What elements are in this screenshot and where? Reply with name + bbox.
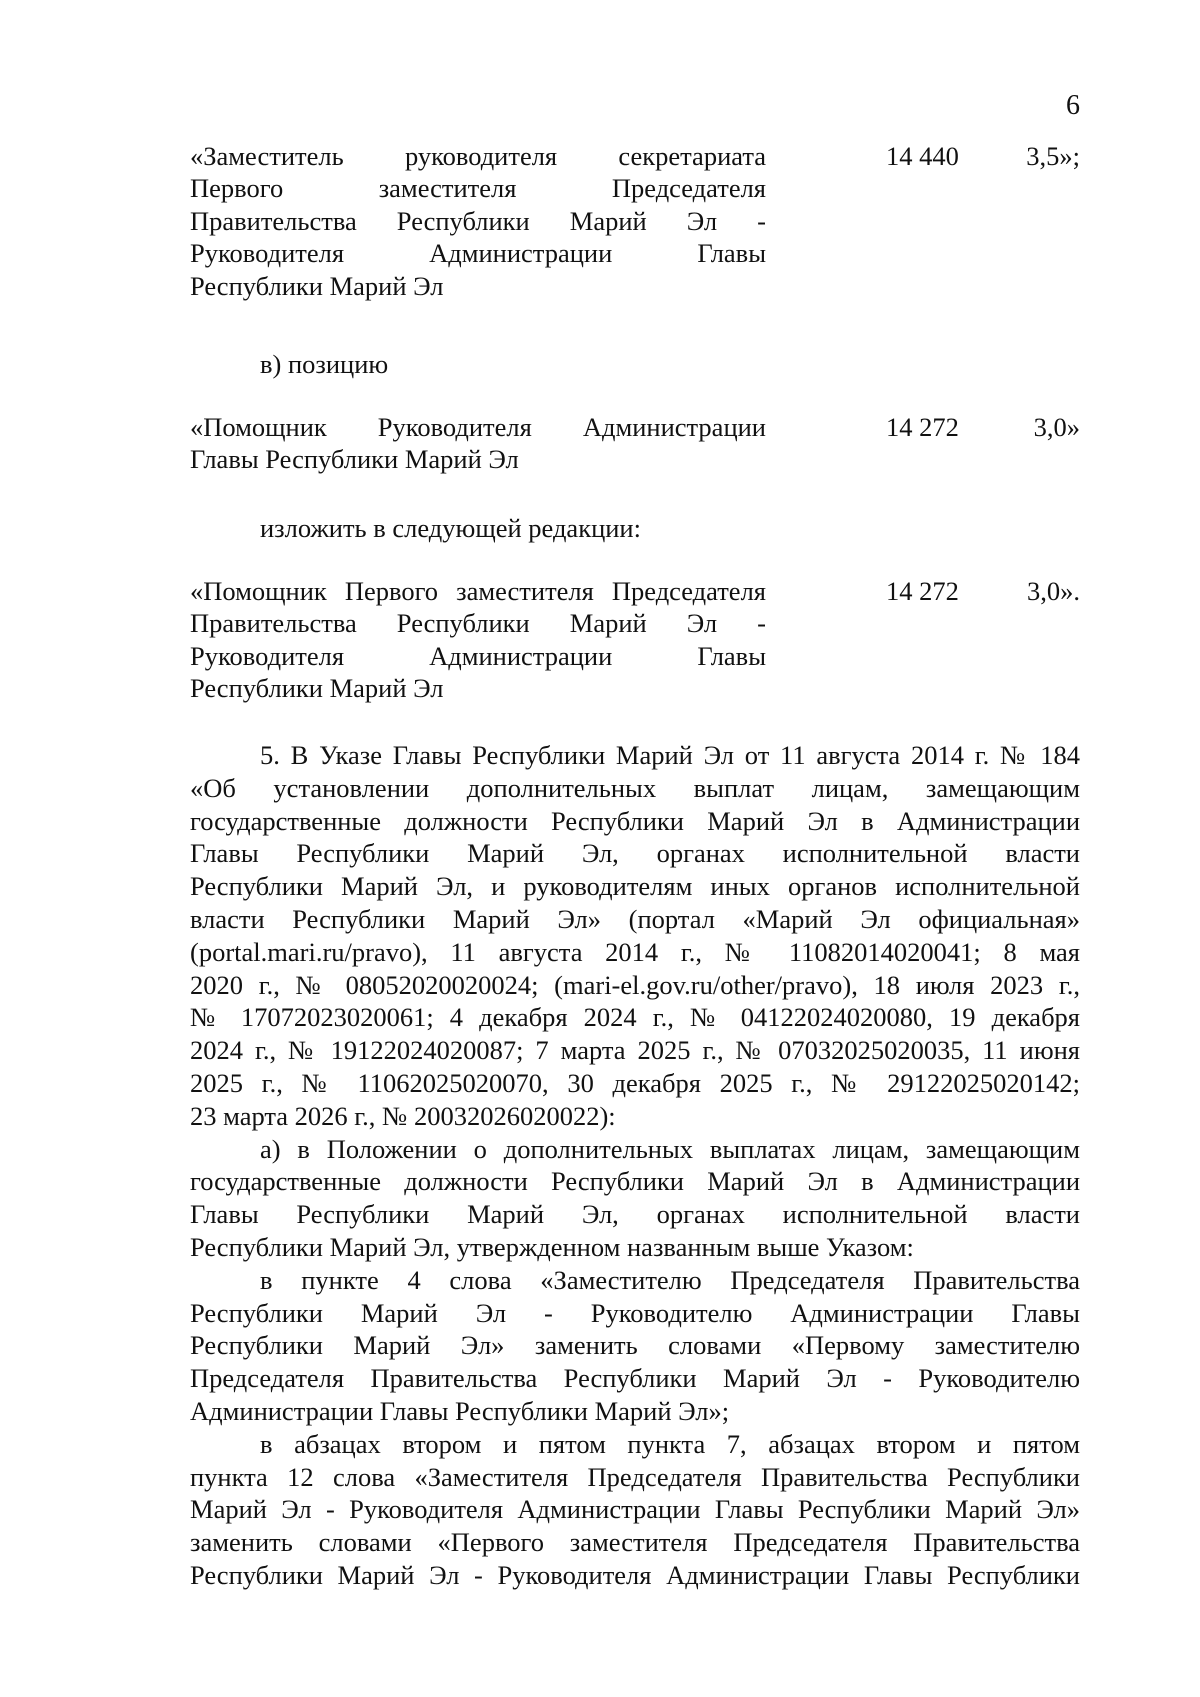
position-coefficient: 3,0» [1033,412,1080,442]
body-line: государственные должности Республики Марий Эл в Администрации [190,805,1080,836]
body-line: 5. В Указе Главы Республики Марий Эл от 11 августа 2014 г. № 184 [260,740,1080,770]
position-title-line: Главы Республики Марий Эл [190,444,519,475]
position-number: 14 272 [886,576,959,606]
body-line: 2024 г., № 19122024020087; 7 марта 2025 г., № 07032025020035, 11 июня [190,1035,1080,1066]
position-title [190,575,766,705]
position-coefficient: 3,0». [1027,576,1080,606]
position-title-line: Правительства Республики Марий Эл - [190,205,766,236]
body-line: Республики Марий Эл» заменить словами «Первому заместителю [190,1330,1080,1361]
instruction-restate: изложить в следующей редакции: [260,513,641,543]
position-title-line: Руководителя Администрации Главы [190,640,766,671]
position-title-line: Первого заместителя Председателя [190,173,766,204]
position-title-line: Республики Марий Эл [190,673,444,704]
body-line: пункта 12 слова «Заместителя Председателя Правительства Республики [190,1461,1080,1492]
body-line: Республики Марий Эл, и руководителям иных органов исполнительной [190,871,1080,902]
body-line: в пункте 4 слова «Заместителю Председателя Правительства [260,1264,1080,1295]
body-line: 23 марта 2026 г., № 20032026020022): [190,1100,616,1131]
position-coefficient: 3,5»; [1026,141,1080,171]
position-title-line: «Заместитель руководителя секретариата [190,141,766,171]
body-line: Администрации Главы Республики Марий Эл»; [190,1395,730,1426]
body-line: а) в Положении о дополнительных выплатах лицам, замещающим [260,1133,1080,1164]
body-line: Председателя Правительства Республики Марий Эл - Руководителю [190,1363,1080,1394]
instruction-position: в) позицию [260,349,389,379]
body-line: Республики Марий Эл - Руководителя Администрации Главы Республики [190,1559,1080,1590]
body-line: власти Республики Марий Эл» (портал «Марий Эл официальная» [190,903,1080,934]
body-line: государственные должности Республики Марий Эл в Администрации [190,1166,1080,1197]
position-title-line: Руководителя Администрации Главы [190,238,766,269]
body-line: заменить словами «Первого заместителя Председателя Правительства [190,1527,1080,1558]
body-line: Республики Марий Эл, утвержденном названным выше Указом: [190,1231,914,1262]
page-number: 6 [1066,90,1080,121]
body-line: Главы Республики Марий Эл, органах исполнительной власти [190,838,1080,869]
body-line: 2025 г., № 11062025020070, 30 декабря 2025 г., № 29122025020142; [190,1067,1080,1098]
body-line: Республики Марий Эл - Руководителю Администрации Главы [190,1297,1080,1328]
position-title [190,411,766,476]
position-title-line: «Помощник Первого заместителя Председателя [190,576,766,606]
position-title-line: Правительства Республики Марий Эл - [190,608,766,639]
position-title [190,140,766,302]
body-line: Марий Эл - Руководителя Администрации Главы Республики Марий Эл» [190,1494,1080,1525]
position-number: 14 272 [886,412,959,442]
body-line: в абзацах втором и пятом пункта 7, абзацах втором и пятом [260,1428,1080,1459]
position-title-line: «Помощник Руководителя Администрации [190,412,766,442]
body-line: (portal.mari.ru/pravo), 11 августа 2014 г., № 11082014020041; 8 мая [190,936,1080,967]
body-line: Главы Республики Марий Эл, органах исполнительной власти [190,1199,1080,1230]
body-line: № 17072023020061; 4 декабря 2024 г., № 04122024020080, 19 декабря [190,1002,1080,1033]
body-line: 2020 г., № 08052020020024; (mari-el.gov.ru/other/pravo), 18 июля 2023 г., [190,969,1080,1000]
decree-section-5 [190,739,1080,1592]
position-number: 14 440 [886,141,959,171]
position-title-line: Республики Марий Эл [190,270,444,301]
body-line: «Об установлении дополнительных выплат лицам, замещающим [190,772,1080,803]
